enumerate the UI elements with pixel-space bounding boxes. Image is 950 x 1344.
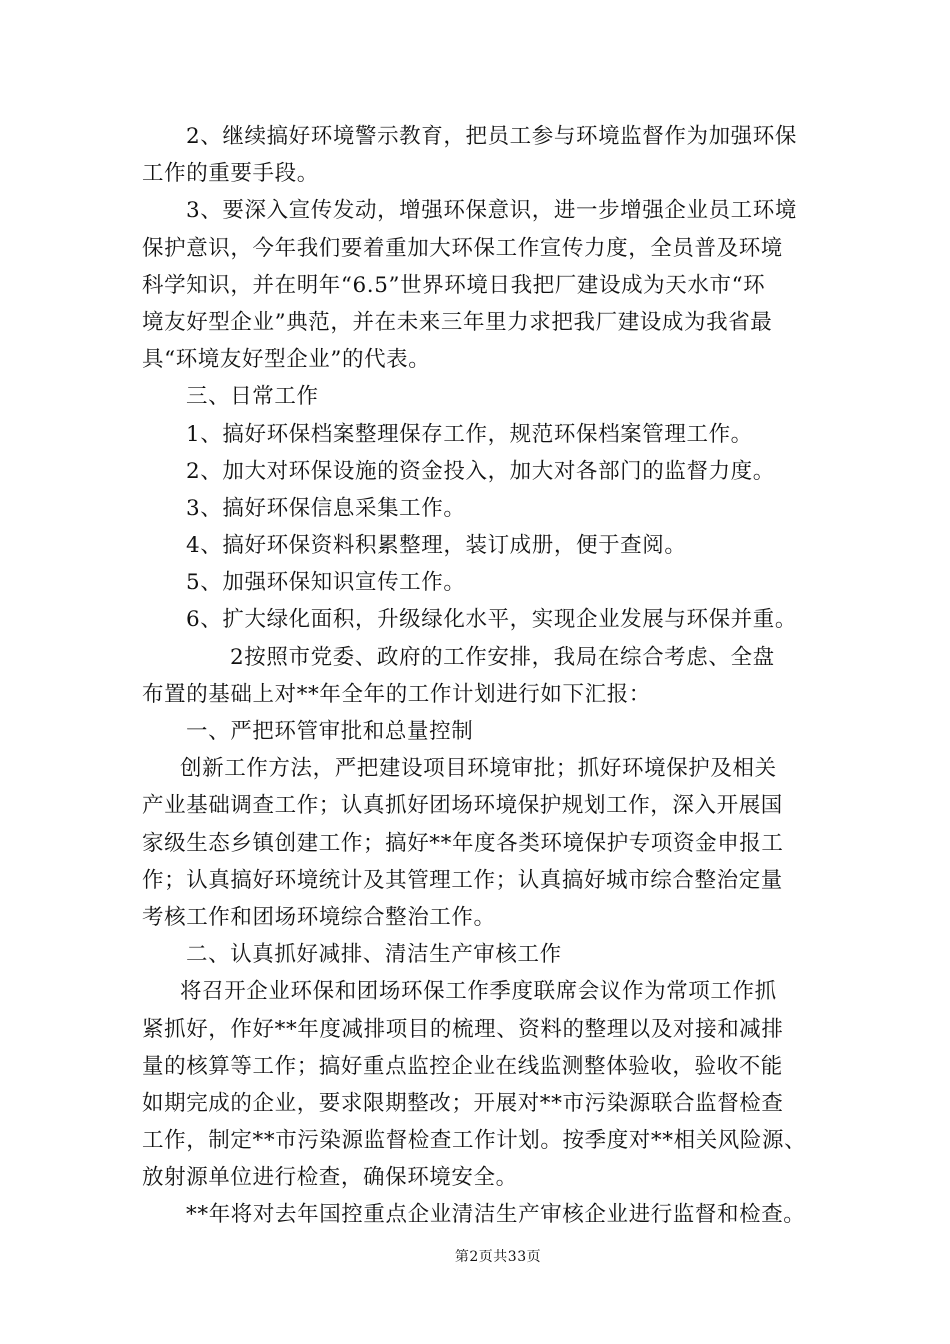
paragraph-line: 家级生态乡镇创建工作；搞好**年度各类环境保护专项资金申报工 bbox=[142, 830, 784, 856]
page-number: 第2页共33页 bbox=[454, 1249, 542, 1265]
paragraph-line: 境友好型企业”典范，并在未来三年里力求把我厂建设成为我省最 bbox=[142, 309, 773, 335]
section-heading: 三、日常工作 bbox=[186, 384, 319, 410]
page-footer bbox=[0, 1246, 950, 1266]
section-heading: 一、严把环管审批和总量控制 bbox=[186, 719, 474, 744]
paragraph-line: 将召开企业环保和团场环保工作季度联席会议作为常项工作抓 bbox=[180, 979, 777, 1005]
list-item: 6、扩大绿化面积，升级绿化水平，实现企业发展与环保并重。 bbox=[186, 607, 797, 633]
paragraph-line: 具“环境友好型企业”的代表。 bbox=[142, 347, 431, 373]
paragraph-line: 工作，制定**市污染源监督检查工作计划。按季度对**相关风险源、 bbox=[142, 1128, 807, 1154]
paragraph-line: 紧抓好，作好**年度减排项目的梳理、资料的整理以及对接和减排 bbox=[142, 1016, 784, 1042]
list-item: 3、搞好环保信息采集工作。 bbox=[186, 495, 466, 521]
paragraph-line: 2按照市党委、政府的工作安排，我局在综合考虑、全盘 bbox=[230, 644, 775, 670]
paragraph-line: **年将对去年国控重点企业清洁生产审核企业进行监督和检查。 bbox=[186, 1202, 806, 1228]
list-item: 4、搞好环保资料积累整理，装订成册，便于查阅。 bbox=[186, 533, 687, 559]
paragraph-line: 放射源单位进行检查，确保环境安全。 bbox=[142, 1165, 518, 1191]
paragraph-line: 创新工作方法，严把建设项目环境审批；抓好环境保护及相关 bbox=[180, 756, 777, 782]
paragraph-line: 如期完成的企业，要求限期整改；开展对**市污染源联合监督检查 bbox=[142, 1090, 784, 1116]
paragraph-line: 3、要深入宣传发动，增强环保意识，进一步增强企业员工环境 bbox=[186, 198, 797, 224]
paragraph-line: 科学知识，并在明年“6.5”世界环境日我把厂建设成为天水市“环 bbox=[142, 272, 766, 298]
paragraph-line: 作；认真搞好环境统计及其管理工作；认真搞好城市综合整治定量 bbox=[142, 867, 783, 893]
paragraph-line: 产业基础调查工作；认真抓好团场环境保护规划工作，深入开展国 bbox=[142, 793, 783, 819]
paragraph-line: 考核工作和团场环境综合整治工作。 bbox=[142, 904, 496, 930]
paragraph-line: 量的核算等工作；搞好重点监控企业在线监测整体验收，验收不能 bbox=[142, 1053, 783, 1079]
list-item: 1、搞好环保档案整理保存工作，规范环保档案管理工作。 bbox=[186, 421, 753, 447]
paragraph-line: 布置的基础上对**年全年的工作计划进行如下汇报： bbox=[142, 681, 651, 707]
paragraph-line: 2、继续搞好环境警示教育，把员工参与环境监督作为加强环保 bbox=[186, 124, 797, 149]
list-item: 5、加强环保知识宣传工作。 bbox=[186, 570, 466, 596]
list-item: 2、加大对环保设施的资金投入，加大对各部门的监督力度。 bbox=[186, 458, 775, 484]
paragraph-line: 保护意识，今年我们要着重加大环保工作宣传力度，全员普及环境 bbox=[142, 235, 783, 261]
document-body bbox=[142, 118, 822, 1234]
paragraph-line: 工作的重要手段。 bbox=[142, 161, 319, 187]
section-heading: 二、认真抓好减排、清洁生产审核工作 bbox=[186, 942, 562, 968]
